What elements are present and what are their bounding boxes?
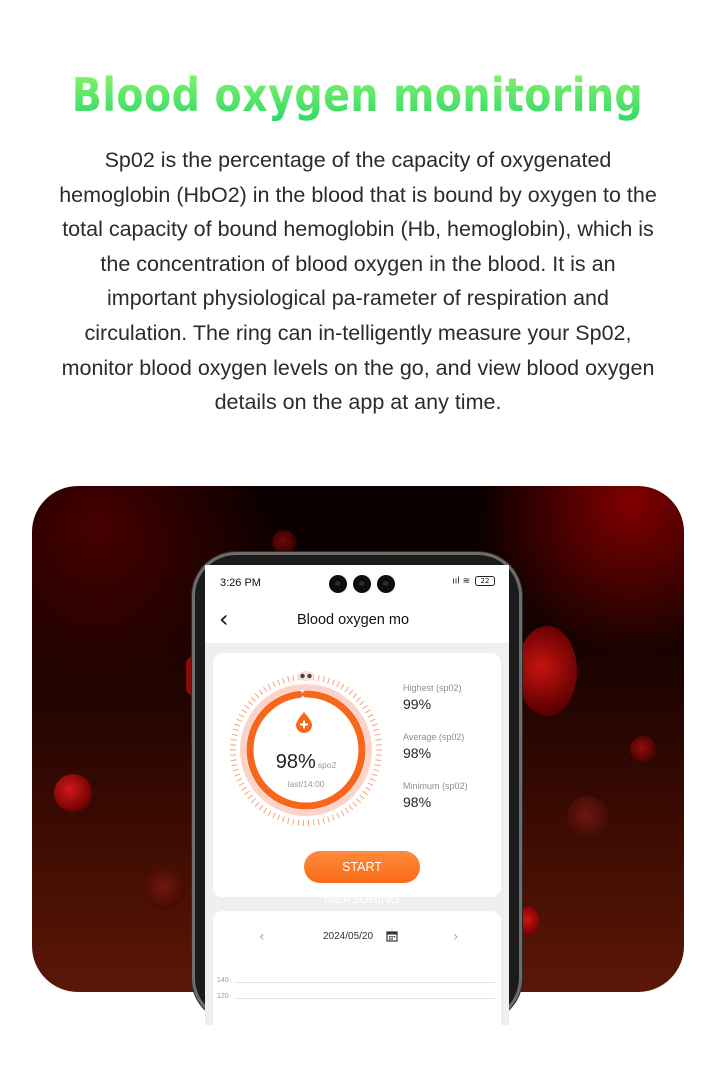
gauge-tick	[251, 697, 255, 701]
gauge-tick	[328, 678, 330, 684]
signal-icon: ııl	[452, 576, 460, 587]
stat-value: 98%	[403, 745, 432, 761]
camera-icon	[329, 575, 347, 593]
start-measuring-button[interactable]: START MEASURING	[304, 851, 420, 883]
screen-title: Blood oxygen mo	[297, 612, 410, 628]
gauge-tick	[373, 729, 379, 731]
spo2-percent: 98%	[275, 751, 316, 773]
gauge-tick	[231, 739, 237, 740]
gauge-tick	[293, 675, 294, 681]
stat-label: Highest (sp02)	[403, 683, 462, 693]
stat-average	[403, 732, 464, 761]
chevron-left-icon[interactable]: ‹	[219, 605, 229, 633]
gauge-tick	[332, 680, 334, 686]
hero-panel	[32, 486, 684, 1000]
gauge-knob-icon	[297, 671, 315, 681]
gauge-tick	[370, 719, 375, 721]
gauge-tick	[245, 705, 250, 709]
calendar-icon[interactable]	[386, 930, 398, 942]
red-cell-bubble	[54, 774, 92, 812]
gauge-tick	[353, 694, 357, 698]
gauge-tick	[288, 818, 289, 824]
phone-mockup	[192, 552, 522, 1022]
gauge-tick	[283, 678, 285, 684]
stat-minimum	[403, 781, 468, 810]
gauge-tick	[237, 719, 242, 721]
gauge-tick	[248, 701, 253, 705]
gauge-tick	[232, 734, 238, 735]
gauge-tick	[360, 701, 365, 705]
spo2-summary-card	[213, 653, 501, 906]
gauge-tick	[251, 799, 255, 803]
page-title: Blood oxygen monitoring	[50, 68, 665, 122]
gauge-tick	[337, 813, 340, 818]
gauge-tick	[233, 729, 239, 731]
gauge-tick	[235, 774, 241, 776]
gauge-tick	[341, 811, 344, 816]
red-cell-bubble	[272, 530, 296, 554]
status-icons	[452, 576, 495, 587]
y-tick-label: 120	[217, 993, 229, 1000]
gauge-tick	[298, 820, 299, 826]
last-measured: last/14:00	[287, 779, 325, 789]
gauge-tick	[318, 819, 319, 825]
gauge-tick	[332, 815, 334, 821]
stat-label: Average (sp02)	[403, 732, 465, 742]
gauge-tick	[255, 802, 259, 806]
gauge-tick	[363, 791, 368, 795]
gauge-tick	[259, 805, 263, 810]
gauge-tick	[264, 687, 267, 692]
grid-line	[235, 982, 495, 983]
y-tick-label: 140	[217, 977, 229, 984]
blood-drop-icon	[293, 711, 315, 733]
gauge-tick	[363, 705, 368, 709]
camera-cutout	[329, 575, 399, 595]
gauge-tick	[337, 682, 340, 687]
gauge-tick	[318, 675, 319, 681]
history-date[interactable]: 2024/05/20	[323, 931, 374, 942]
gauge-tick	[345, 808, 348, 813]
gauge-tick	[283, 817, 285, 823]
gauge-tick	[264, 808, 267, 813]
gauge-tick	[341, 684, 344, 689]
gauge-tick	[273, 813, 276, 818]
gauge-tick	[356, 697, 360, 701]
gauge-tick	[375, 739, 381, 740]
red-cell-bubble	[144, 868, 186, 910]
nav-bar	[205, 599, 509, 643]
stat-value: 99%	[403, 696, 432, 712]
gauge-tick	[323, 676, 324, 682]
gauge-tick	[255, 694, 259, 698]
gauge-ring	[227, 671, 385, 829]
camera-icon	[377, 575, 395, 593]
red-cell-bubble	[567, 796, 609, 838]
next-date-button[interactable]: ›	[453, 929, 459, 945]
grid-line	[235, 998, 495, 999]
gauge-tick	[356, 799, 360, 803]
gauge-tick	[242, 710, 247, 713]
gauge-tick	[353, 802, 357, 806]
gauge-tick	[368, 714, 373, 717]
gauge-tick	[245, 791, 250, 795]
gauge-tick	[360, 795, 365, 799]
spo2-value	[227, 751, 385, 774]
gauge-tick	[259, 690, 263, 695]
phone-screen	[205, 565, 509, 1025]
red-cell-bubble	[517, 626, 577, 716]
gauge-tick	[372, 724, 378, 726]
gauge-tick	[273, 682, 276, 687]
red-cell-bubble	[630, 736, 656, 762]
spo2-gauge	[227, 671, 385, 829]
spo2-unit: spo2	[317, 760, 337, 770]
prev-date-button[interactable]: ‹	[259, 929, 265, 945]
gauge-tick	[293, 819, 294, 825]
gauge-tick	[365, 710, 370, 713]
gauge-tick	[372, 774, 378, 776]
status-bar	[205, 565, 509, 599]
battery-icon: 22	[475, 576, 495, 586]
gauge-tick	[323, 818, 324, 824]
gauge-tick	[349, 690, 353, 695]
stat-value: 98%	[403, 794, 432, 810]
gauge-tick	[235, 724, 241, 726]
gauge-tick	[278, 680, 280, 686]
status-time: 3:26 PM	[220, 577, 261, 589]
gauge-tick	[239, 714, 244, 717]
gauge-tick	[268, 811, 271, 816]
description-paragraph: Sp02 is the percentage of the capacity of oxygenated hemoglobin (HbO2) in the blood that is bound by oxygen to the total capacity of bound hemoglobin (Hb, hemoglobin), which is the concentration of blood oxygen in the blood. It is an important physiological pa-rameter of respiration and circulation. The ring can in-telligently measure your Sp02, monitor blood oxygen levels on the go, and view blood oxygen details on the app at any time.	[59, 148, 657, 415]
gauge-tick	[313, 820, 314, 826]
gauge-tick	[268, 684, 271, 689]
gauge-tick	[328, 817, 330, 823]
gauge-tick	[345, 687, 348, 692]
stat-highest	[403, 683, 462, 712]
stat-label: Minimum (sp02)	[403, 781, 468, 791]
gauge-tick	[248, 795, 253, 799]
gauge-tick	[374, 734, 380, 735]
history-card	[213, 911, 501, 1041]
gauge-tick	[349, 805, 353, 810]
gauge-tick	[278, 815, 280, 821]
wifi-icon: ≋	[462, 576, 471, 587]
camera-icon	[353, 575, 371, 593]
gauge-tick	[288, 676, 289, 682]
